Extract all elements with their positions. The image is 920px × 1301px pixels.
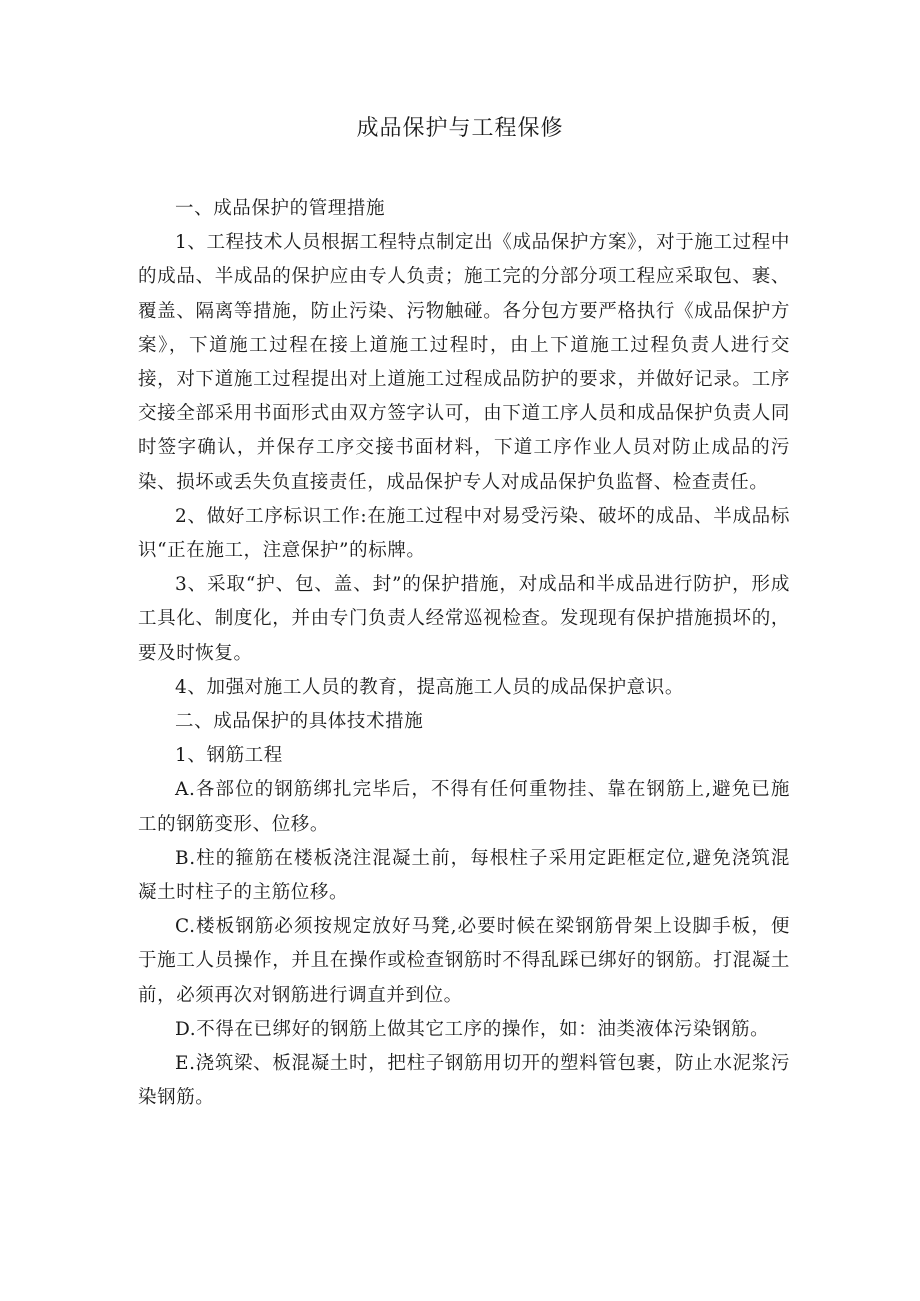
paragraph-rebar-a: A.各部位的钢筋绑扎完毕后，不得有任何重物挂、靠在钢筋上,避免已施工的钢筋变形、位移。	[138, 779, 790, 835]
document-body	[138, 192, 790, 1115]
section-heading-technical: 二、成品保护的具体技术措施	[175, 711, 424, 733]
paragraph-rebar-c: C.楼板钢筋必须按规定放好马凳,必要时候在梁钢筋骨架上设脚手板，便于施工人员操作，并且在操作或检查钢筋时不得乱踩已绑好的钢筋。打混凝土前，必须再次对钢筋进行调直并到位。	[138, 916, 790, 1006]
paragraph-rebar-b: B.柱的箍筋在楼板浇注混凝土前，每根柱子采用定距框定位,避免浇筑混凝土时柱子的主筋位移。	[138, 847, 790, 904]
paragraph-rebar-d: D.不得在已绑好的钢筋上做其它工序的操作，如：油类液体污染钢筋。	[175, 1018, 770, 1040]
paragraph-protection-plan: 1、工程技术人员根据工程特点制定出《成品保护方案》，对于施工过程中的成品、半成品的保护应由专人负责；施工完的分部分项工程应采取包、裹、覆盖、隔离等措施，防止污染、污物触碰。各分包方要严格执行《成品保护方案》，下道施工过程在接上道施工过程时，由上下道施工过程负责人进行交接，对下道施工过程提出对上道施工过程成品防护的要求，并做好记录。工序交接全部采用书面形式由双方签字认可，由下道工序人员和成品保护负责人同时签字确认，并保存工序交接书面材料，下道工序作业人员对防止成品的污染、损坏或丢失负直接责任，成品保护专人对成品保护负监督、检查责任。	[138, 232, 790, 493]
subsection-heading-rebar: 1、钢筋工程	[175, 745, 283, 767]
paragraph-process-marking: 2、做好工序标识工作:在施工过程中对易受污染、破坏的成品、半成品标识“正在施工，注意保护”的标牌。	[138, 505, 790, 562]
section-heading-management: 一、成品保护的管理措施	[175, 198, 386, 219]
paragraph-protection-measures: 3、采取“护、包、盖、封”的保护措施，对成品和半成品进行防护，形成工具化、制度化，并由专门负责人经常巡视检查。发现现有保护措施损坏的，要及时恢复。	[138, 574, 790, 664]
paragraph-rebar-e: E.浇筑梁、板混凝土时，把柱子钢筋用切开的塑料管包裹，防止水泥浆污染钢筋。	[138, 1053, 790, 1109]
document-title: 成品保护与工程保修	[356, 116, 564, 141]
paragraph-worker-education: 4、加强对施工人员的教育，提高施工人员的成品保护意识。	[175, 676, 684, 698]
